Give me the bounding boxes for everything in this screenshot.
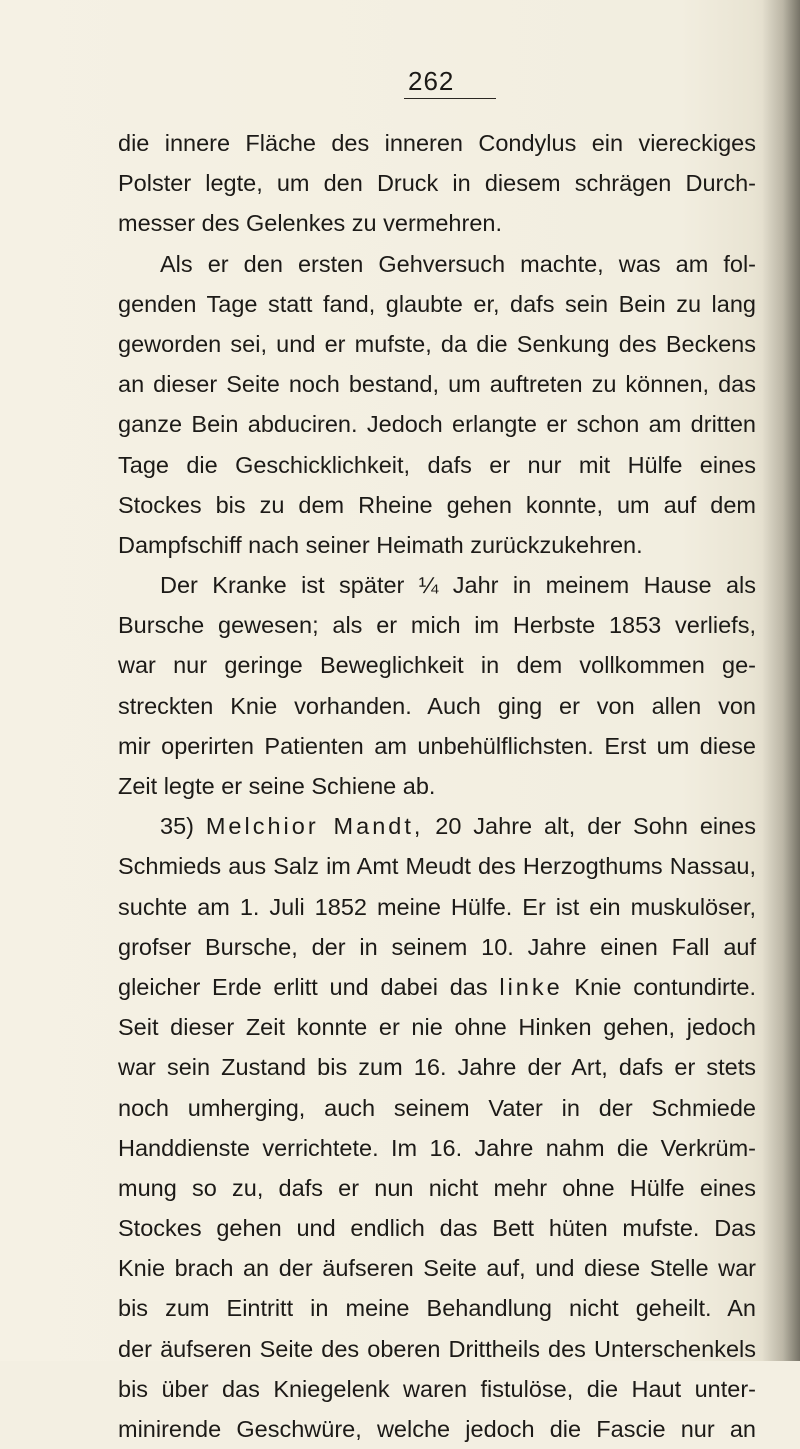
paragraph-first-line: Der Kranke ist später ¼ Jahr in meinem Hause als — [160, 572, 756, 599]
text-line: Dampfschiff nach seiner Heimath zurückzukehren. — [118, 531, 643, 558]
text-line: suchte am 1. Juli 1852 meine Hülfe. Er ist ein muskulöser, — [118, 893, 756, 920]
text-line: Stockes gehen und endlich das Bett hüten mufste. Das — [118, 1215, 756, 1242]
text-line: mung so zu, dafs er nun nicht mehr ohne Hülfe eines — [118, 1174, 756, 1201]
text-line: Knie brach an der äufseren Seite auf, und diese Stelle war — [118, 1255, 756, 1282]
text-line: genden Tage statt fand, glaubte er, dafs sein Bein zu lang — [118, 290, 756, 317]
page-number: 262 — [408, 66, 455, 96]
case-intro: 20 Jahre alt, der Sohn eines — [435, 813, 756, 840]
patient-name: Melchior Mandt, — [205, 813, 424, 840]
text-line: Seit dieser Zeit konnte er nie ohne Hinken gehen, jedoch — [118, 1014, 756, 1041]
case-number: 35) — [160, 813, 194, 840]
text-line: Zeit legte er seine Schiene ab. — [118, 773, 436, 799]
text-line: Schmieds aus Salz im Amt Meudt des Herzogthums Nassau, — [118, 853, 756, 880]
text-line: Bursche gewesen; als er mich im Herbste 1853 verliefs, — [118, 612, 756, 639]
text-line: bis zum Eintritt in meine Behandlung nicht geheilt. An — [118, 1295, 756, 1322]
text-line: war nur geringe Beweglichkeit in dem vollkommen ge- — [118, 652, 756, 679]
text-line: Stockes bis zu dem Rheine gehen konnte, um auf dem — [118, 491, 756, 518]
body-text — [118, 123, 756, 1449]
text-line: ganze Bein abduciren. Jedoch erlangte er schon am dritten — [118, 411, 756, 438]
emphasis-linke: linke — [499, 973, 563, 1000]
page-binding-shadow — [762, 0, 800, 1361]
text-line-linke: gleicher Erde erlitt und dabei das linke Knie contundirte. — [118, 973, 756, 1000]
page-number-rule — [404, 98, 496, 99]
case-heading-line — [118, 806, 756, 846]
text-line: an dieser Seite noch bestand, um auftreten zu können, das — [118, 371, 756, 398]
text-line: Handdienste verrichtete. Im 16. Jahre nahm die Verkrüm- — [118, 1134, 756, 1161]
text-line: Polster legte, um den Druck in diesem schrägen Durch- — [118, 170, 756, 197]
text-line: streckten Knie vorhanden. Auch ging er von allen von — [118, 692, 756, 719]
paragraph-first-line: Als er den ersten Gehversuch machte, was am fol- — [160, 250, 756, 277]
text-line: noch umherging, auch seinem Vater in der Schmiede — [118, 1094, 756, 1121]
text-line: die innere Fläche des inneren Condylus ein viereckiges — [118, 130, 756, 156]
text-line: mir operirten Patienten am unbehülflichsten. Erst um diese — [118, 732, 756, 759]
text-line: grofser Bursche, der in seinem 10. Jahre einen Fall auf — [118, 933, 756, 960]
text-line: geworden sei, und er mufste, da die Senkung des Beckens — [118, 330, 756, 357]
text-line: minirende Geschwüre, welche jedoch die Fascie nur an — [118, 1416, 756, 1442]
text-line: messer des Gelenkes zu vermehren. — [118, 210, 502, 237]
text-line: der äufseren Seite des oberen Drittheils des Unterschenkels — [118, 1335, 756, 1362]
text-line: war sein Zustand bis zum 16. Jahre der Art, dafs er stets — [118, 1054, 756, 1081]
text-line: bis über das Kniegelenk waren fistulöse, die Haut unter- — [118, 1375, 756, 1402]
text-line: Tage die Geschicklichkeit, dafs er nur mit Hülfe eines — [118, 451, 756, 478]
